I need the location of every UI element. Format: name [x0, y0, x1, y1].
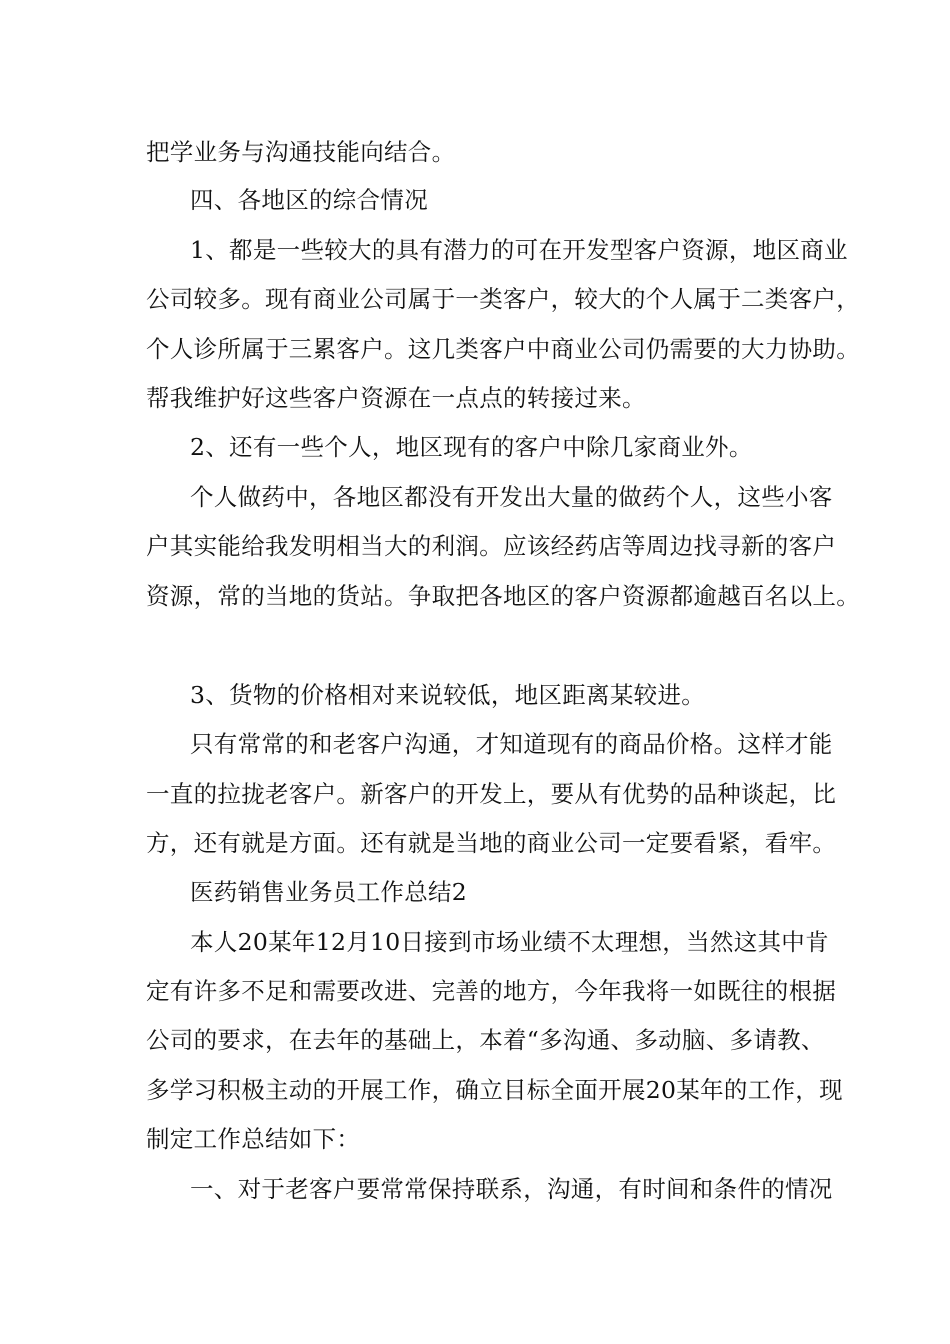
text-line: 帮我维护好这些客户资源在一点点的转接过来。 — [146, 384, 646, 412]
text-line: 1、都是一些较大的具有潜力的可在开发型客户资源，地区商业 — [190, 236, 848, 264]
text-line: 本人20某年12月10日接到市场业绩不太理想，当然这其中肯 — [190, 928, 829, 956]
text-line: 一直的拉拢老客户。新客户的开发上，要从有优势的品种谈起，比 — [146, 780, 837, 808]
text-line: 个人做药中，各地区都没有开发出大量的做药个人，这些小客 — [190, 483, 833, 511]
text-line: 户其实能给我发明相当大的利润。应该经药店等周边找寻新的客户 — [146, 532, 837, 560]
text-line: 只有常常的和老客户沟通，才知道现有的商品价格。这样才能 — [190, 730, 833, 758]
section-heading: 四、各地区的综合情况 — [190, 186, 428, 214]
text-line: 多学习积极主动的开展工作，确立目标全面开展20某年的工作，现 — [146, 1076, 843, 1104]
text-line: 资源，常的当地的货站。争取把各地区的客户资源都逾越百名以上。 — [146, 582, 860, 610]
section-heading: 医药销售业务员工作总结2 — [190, 878, 468, 906]
text-line: 一、对于老客户要常常保持联系，沟通，有时间和条件的情况 — [190, 1175, 833, 1203]
text-line: 定有许多不足和需要改进、完善的地方，今年我将一如既往的根据 — [146, 977, 837, 1005]
text-line: 制定工作总结如下： — [146, 1125, 361, 1153]
text-line: 公司较多。现有商业公司属于一类客户，较大的个人属于二类客户， — [146, 285, 860, 313]
text-line: 2、还有一些个人，地区现有的客户中除几家商业外。 — [190, 433, 753, 461]
text-line: 方，还有就是方面。还有就是当地的商业公司一定要看紧，看牢。 — [146, 829, 837, 857]
text-line: 公司的要求，在去年的基础上，本着“多沟通、多动脑、多请教、 — [146, 1026, 825, 1054]
text-line: 3、货物的价格相对来说较低，地区距离某较进。 — [190, 681, 706, 709]
text-line: 个人诊所属于三累客户。这几类客户中商业公司仍需要的大力协助。 — [146, 335, 860, 363]
text-line: 把学业务与沟通技能向结合。 — [146, 138, 456, 166]
